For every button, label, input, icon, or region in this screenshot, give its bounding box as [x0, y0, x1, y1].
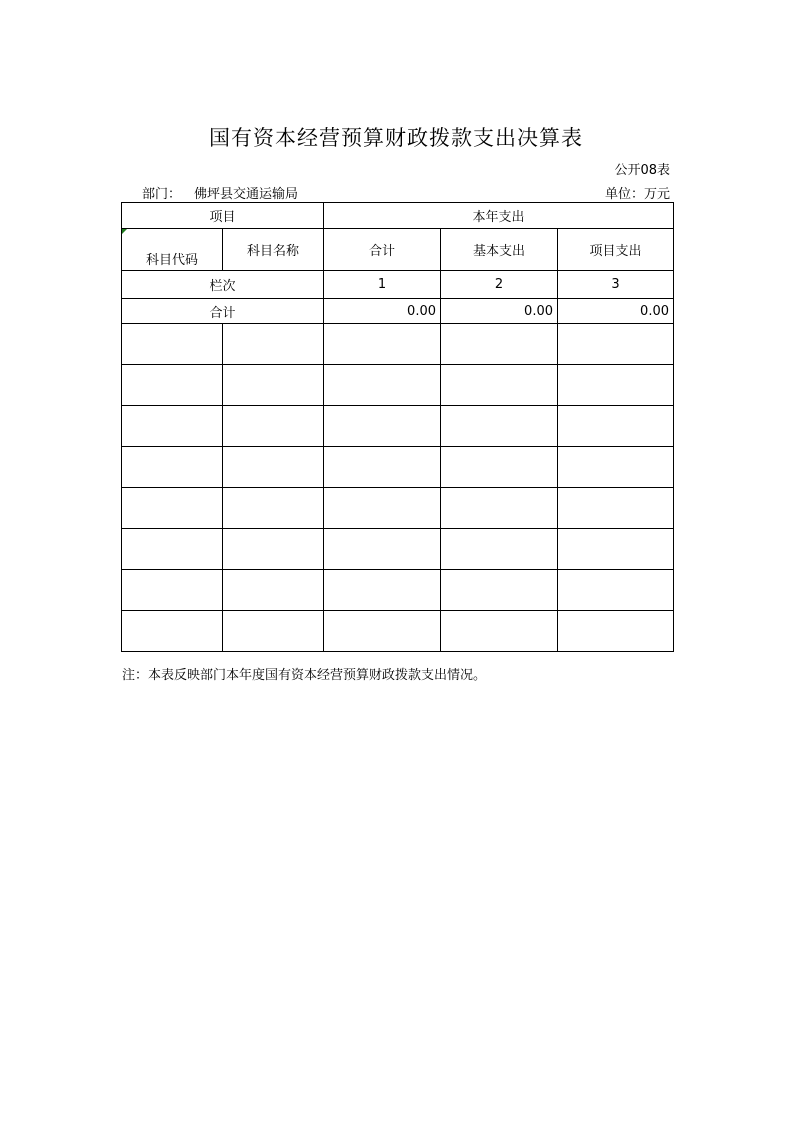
- basic-expense-value: 0.00: [441, 299, 558, 324]
- table-cell: [122, 406, 223, 447]
- table-cell: [122, 324, 223, 365]
- table-cell: [324, 447, 441, 488]
- table-cell: [122, 570, 223, 611]
- table-cell: [324, 570, 441, 611]
- project-expense-value: 0.00: [558, 299, 674, 324]
- basic-expense-header: 基本支出: [441, 229, 558, 271]
- project-header: 项目: [122, 203, 324, 229]
- form-number: 公开08表: [614, 163, 670, 178]
- table-row: [122, 611, 674, 652]
- table-cell: [122, 529, 223, 570]
- unit-label: 单位：万元: [604, 187, 670, 202]
- table-cell: [223, 365, 324, 406]
- total-value: 0.00: [324, 299, 441, 324]
- table-cell: [441, 611, 558, 652]
- table-row: [122, 365, 674, 406]
- table-cell: [324, 406, 441, 447]
- table-cell: [324, 529, 441, 570]
- table-cell: [558, 406, 674, 447]
- column-index-row: [122, 271, 674, 299]
- total-header: 合计: [324, 229, 441, 271]
- total-row-label: 合计: [122, 299, 324, 324]
- page-title: 国有资本经营预算财政拨款支出决算表: [209, 126, 583, 150]
- table-row: [122, 488, 674, 529]
- department-name: 佛坪县交通运输局: [194, 187, 299, 202]
- table-cell: [558, 611, 674, 652]
- table-cell: [324, 324, 441, 365]
- footnote: 注：本表反映部门本年度国有资本经营预算财政拨款支出情况。: [122, 668, 487, 683]
- name-header: 科目名称: [223, 229, 324, 271]
- table-cell: [441, 488, 558, 529]
- table-cell: [324, 611, 441, 652]
- code-header-cell: [122, 229, 223, 271]
- table-row: [122, 406, 674, 447]
- table-cell: [558, 365, 674, 406]
- cell-marker-icon: [122, 229, 127, 234]
- table-cell: [223, 488, 324, 529]
- department-label: 部门：: [142, 187, 182, 202]
- table-cell: [441, 324, 558, 365]
- expense-table: [121, 202, 674, 652]
- table-cell: [122, 365, 223, 406]
- table-cell: [122, 488, 223, 529]
- table-cell: [441, 529, 558, 570]
- table-cell: [558, 324, 674, 365]
- table-header-row-1: [122, 203, 674, 229]
- table-cell: [441, 365, 558, 406]
- column-index-2: 2: [441, 271, 558, 299]
- table-cell: [324, 488, 441, 529]
- code-header: 科目代码: [145, 253, 198, 268]
- column-index-3: 3: [558, 271, 674, 299]
- table-row: [122, 324, 674, 365]
- total-row: [122, 299, 674, 324]
- project-expense-header: 项目支出: [558, 229, 674, 271]
- table-row: [122, 570, 674, 611]
- table-cell: [441, 406, 558, 447]
- year-expense-header: 本年支出: [324, 203, 674, 229]
- table-cell: [324, 365, 441, 406]
- table-row: [122, 529, 674, 570]
- table-cell: [441, 447, 558, 488]
- table-header-row-2: [122, 229, 674, 271]
- table-cell: [558, 488, 674, 529]
- table-cell: [223, 611, 324, 652]
- column-index-1: 1: [324, 271, 441, 299]
- table-cell: [558, 529, 674, 570]
- table-cell: [558, 447, 674, 488]
- table-cell: [223, 529, 324, 570]
- table-cell: [122, 447, 223, 488]
- table-cell: [122, 611, 223, 652]
- table-cell: [223, 447, 324, 488]
- table-cell: [558, 570, 674, 611]
- column-index-label: 栏次: [122, 271, 324, 299]
- table-cell: [223, 406, 324, 447]
- table-cell: [441, 570, 558, 611]
- table-row: [122, 447, 674, 488]
- table-cell: [223, 324, 324, 365]
- table-cell: [223, 570, 324, 611]
